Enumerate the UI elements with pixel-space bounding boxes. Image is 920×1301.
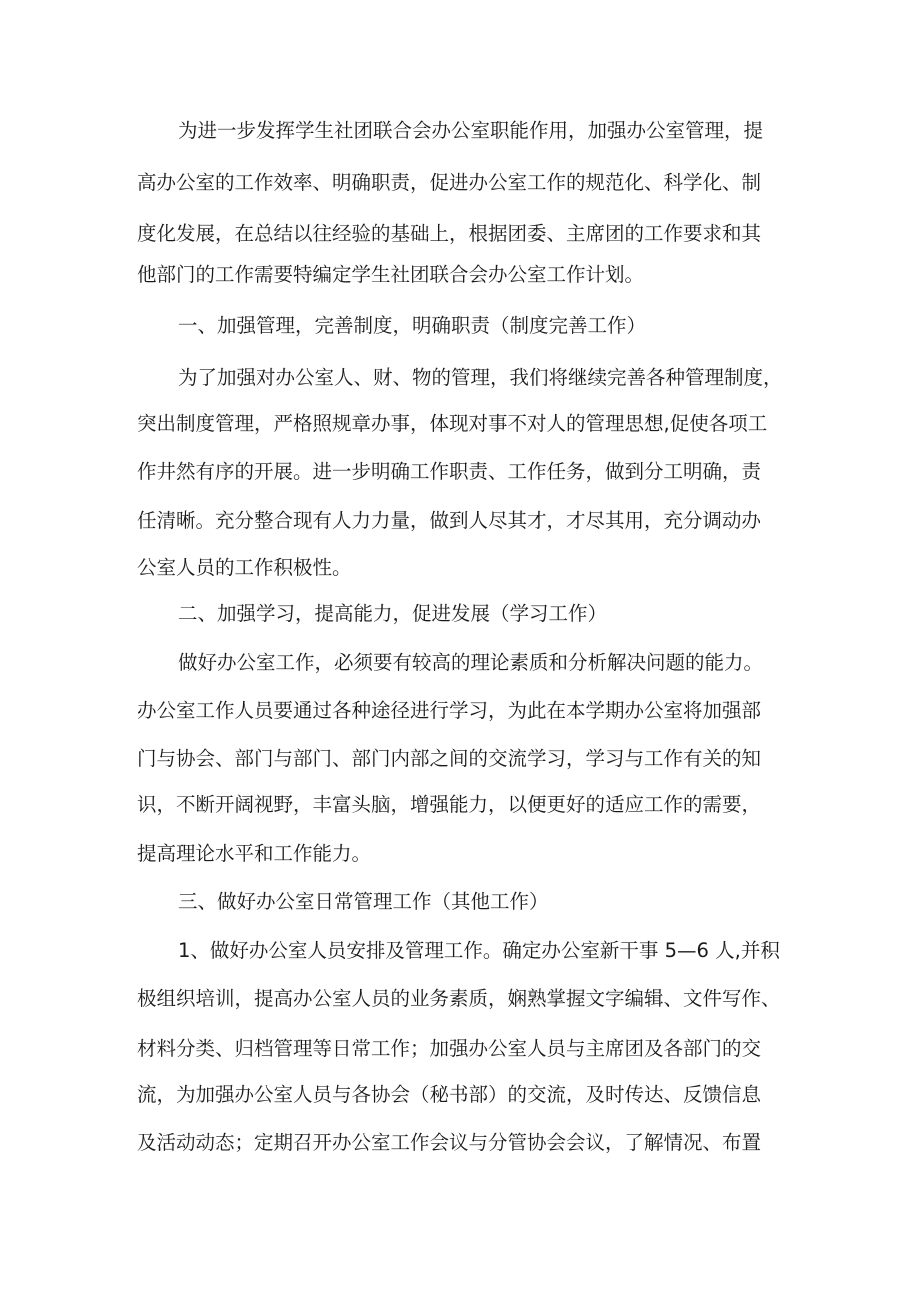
paragraph-section3-line-3: 材料分类、归档管理等日常工作；加强办公室人员与主席团及各部门的交 bbox=[137, 1037, 762, 1060]
paragraph-section3-line-2: 极组织培训，提高办公室人员的业务素质，娴熟掌握文字编辑、文件写作、 bbox=[137, 987, 781, 1010]
paragraph-section1-line-3: 作井然有序的开展。进一步明确工作职责、工作任务，做到分工明确，责 bbox=[137, 460, 762, 483]
paragraph-section1-line-2: 突出制度管理，严格照规章办事，体现对事不对人的管理思想,促使各项工 bbox=[137, 412, 768, 435]
paragraph-section3-line-5: 及活动动态；定期召开办公室工作会议与分管协会会议，了解情况、布置 bbox=[137, 1131, 762, 1154]
paragraph-section1-line-1: 为了加强对办公室人、财、物的管理，我们将继续完善各种管理制度， bbox=[178, 366, 783, 389]
paragraph-section2-line-5: 提高理论水平和工作能力。 bbox=[137, 842, 372, 865]
paragraph-section3-line-1: 1、做好办公室人员安排及管理工作。确定办公室新干事 5—6 人,并积 bbox=[178, 939, 780, 962]
section-heading-3: 三、做好办公室日常管理工作（其他工作） bbox=[178, 890, 549, 913]
paragraph-intro-line-3: 度化发展，在总结以往经验的基础上，根据团委、主席团的工作要求和其 bbox=[137, 222, 762, 245]
paragraph-intro-line-2: 高办公室的工作效率、明确职责，促进办公室工作的规范化、科学化、制 bbox=[137, 171, 762, 194]
paragraph-section3-line-4: 流，为加强办公室人员与各协会（秘书部）的交流，及时传达、反馈信息 bbox=[137, 1083, 762, 1106]
paragraph-intro-line-4: 他部门的工作需要特编定学生社团联合会办公室工作计划。 bbox=[137, 263, 645, 286]
paragraph-section1-line-5: 公室人员的工作积极性。 bbox=[137, 556, 352, 579]
section-heading-1: 一、加强管理，完善制度，明确职责（制度完善工作） bbox=[178, 314, 647, 337]
section-heading-2: 二、加强学习，提高能力，促进发展（学习工作） bbox=[178, 602, 608, 625]
paragraph-section2-line-4: 识，不断开阔视野，丰富头脑，增强能力，以便更好的适应工作的需要， bbox=[137, 793, 762, 816]
paragraph-section1-line-4: 任清晰。充分整合现有人力力量，做到人尽其才，才尽其用，充分调动办 bbox=[137, 509, 762, 532]
paragraph-section2-line-1: 做好办公室工作，必须要有较高的理论素质和分析解决问题的能力。 bbox=[178, 651, 764, 674]
paragraph-section2-line-2: 办公室工作人员要通过各种途径进行学习，为此在本学期办公室将加强部 bbox=[137, 699, 762, 722]
paragraph-section2-line-3: 门与协会、部门与部门、部门内部之间的交流学习，学习与工作有关的知 bbox=[137, 747, 762, 770]
paragraph-intro-line-1: 为进一步发挥学生社团联合会办公室职能作用，加强办公室管理，提 bbox=[178, 119, 764, 142]
